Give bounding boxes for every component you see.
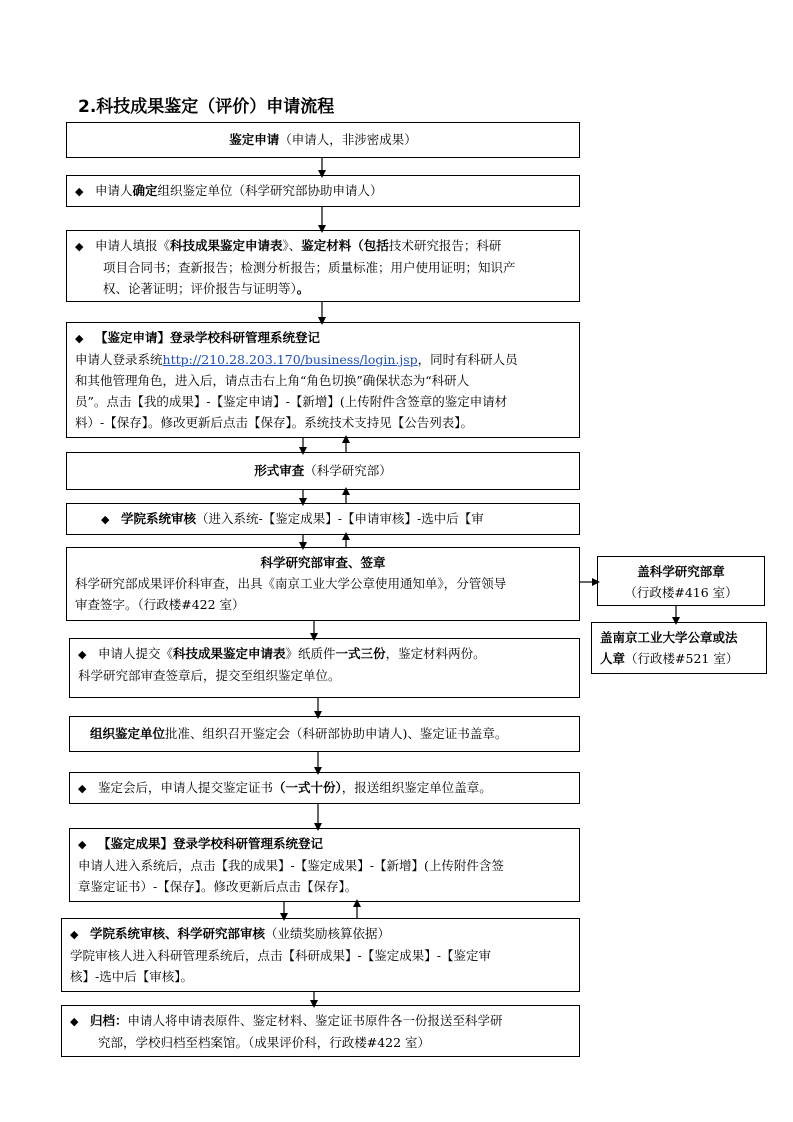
text: 章鉴定证书）-【保存】。修改更新后点击【保存】。 <box>78 879 358 894</box>
step-label: 学院系统审核 <box>121 511 197 526</box>
step-label: 归档： <box>90 1013 128 1028</box>
diamond-bullet-icon: ◆ <box>75 240 84 253</box>
step-label: 形式审查 <box>254 463 305 478</box>
text: 申请人进入系统后，点击【我的成果】-【鉴定成果】-【新增】(上传附件含签 <box>78 858 504 873</box>
text: 项目合同书；查新报告；检测分析报告；质量标准；用户使用证明；知识产 <box>103 260 516 275</box>
text-bold: （一式十份） <box>273 780 342 795</box>
step-note: （进入系统-【鉴定成果】-【申请审核】-选中后【审 <box>196 511 484 526</box>
text: 》纸质件 <box>285 646 336 661</box>
diamond-bullet-icon: ◆ <box>78 782 87 795</box>
text: ，同时有科研人员 <box>417 352 518 367</box>
diamond-bullet-icon: ◆ <box>78 838 87 851</box>
step-note: （科学研究部） <box>304 463 392 478</box>
text: 科学研究部审查签章后，提交至组织鉴定单位。 <box>78 668 341 683</box>
text: ，报送组织鉴定单位盖章。 <box>341 780 492 795</box>
text-bold: 一式三份 <box>335 646 386 661</box>
text: 料）-【保存】。修改更新后点击【保存】。系统技术支持见【公告列表】。 <box>75 415 473 430</box>
text: 》、 <box>282 238 302 253</box>
text: 审查签字。（行政楼#422 室） <box>75 597 245 612</box>
text: 权、论著证明；评价报告与证明等） <box>103 281 297 296</box>
text: 核】-选中后【审核】。 <box>70 969 193 984</box>
text: 和其他管理角色，进入后，请点击右上角“角色切换”确保状态为“科研人 <box>75 373 470 388</box>
diamond-bullet-icon: ◆ <box>75 332 84 345</box>
text-bold: 科技成果鉴定申请表 <box>170 238 283 253</box>
text: 申请人登录系统 <box>75 352 163 367</box>
text: 申请人提交《 <box>98 646 174 661</box>
text: 申请人填报《 <box>95 238 171 253</box>
text: 究部，学校归档至档案馆。（成果评价科，行政楼#422 室） <box>98 1035 431 1050</box>
diamond-bullet-icon: ◆ <box>101 513 110 526</box>
side-note: （行政楼#521 室） <box>625 651 739 666</box>
diamond-bullet-icon: ◆ <box>78 648 87 661</box>
side-heading: 盖科学研究部章 <box>637 564 725 579</box>
text: 申请人将申请表原件、鉴定材料、鉴定证书原件各一份报送至科学研 <box>127 1013 503 1028</box>
text: 技术研究报告；科研 <box>388 238 502 253</box>
text: 科学研究部成果评价科审查，出具《南京工业大学公章使用通知单》，分管领导 <box>75 576 507 591</box>
text: 学院审核人进入科研管理系统后，点击【科研成果】-【鉴定成果】-【鉴定审 <box>70 948 491 963</box>
step-heading: 科学研究部审查、签章 <box>260 555 386 570</box>
diamond-bullet-icon: ◆ <box>75 185 84 198</box>
step-label: 组织鉴定单位 <box>90 726 166 741</box>
text: 组织鉴定单位（科学研究部协助申请人） <box>157 183 383 198</box>
text: 申请人 <box>95 183 133 198</box>
step-note: （申请人，非涉密成果） <box>279 132 417 147</box>
text-bold: 确定 <box>132 183 158 198</box>
step-note: 批准、组织召开鉴定会（科研部协助申请人)、鉴定证书盖章。 <box>165 726 508 741</box>
side-heading: 盖南京工业大学公章或法 <box>600 630 738 645</box>
system-login-link[interactable]: http://210.28.203.170/business/login.jsp <box>162 352 418 367</box>
text-bold: 鉴定材料（包括 <box>301 238 389 253</box>
step-heading: 【鉴定成果】登录学校科研管理系统登记 <box>98 836 324 851</box>
text: 员”。点击【我的成果】-【鉴定申请】-【新增】(上传附件含签章的鉴定申请材 <box>75 394 508 409</box>
text: 鉴定会后，申请人提交鉴定证书 <box>98 780 274 795</box>
diamond-bullet-icon: ◆ <box>70 1015 79 1028</box>
text: ，鉴定材料两份。 <box>385 646 486 661</box>
diamond-bullet-icon: ◆ <box>70 928 79 941</box>
step-label: 鉴定申请 <box>229 132 280 147</box>
step-heading: 【鉴定申请】登录学校科研管理系统登记 <box>95 330 321 345</box>
step-heading: 学院系统审核、科学研究部审核 <box>90 926 266 941</box>
step-note: （业绩奖励核算依据） <box>265 926 391 941</box>
side-heading: 人章 <box>600 651 626 666</box>
text-bold: 科技成果鉴定申请表 <box>173 646 286 661</box>
page-title: 2.科技成果鉴定（评价）申请流程 <box>78 97 335 117</box>
text-bold: 。 <box>296 281 310 296</box>
side-note: （行政楼#416 室） <box>624 585 738 600</box>
